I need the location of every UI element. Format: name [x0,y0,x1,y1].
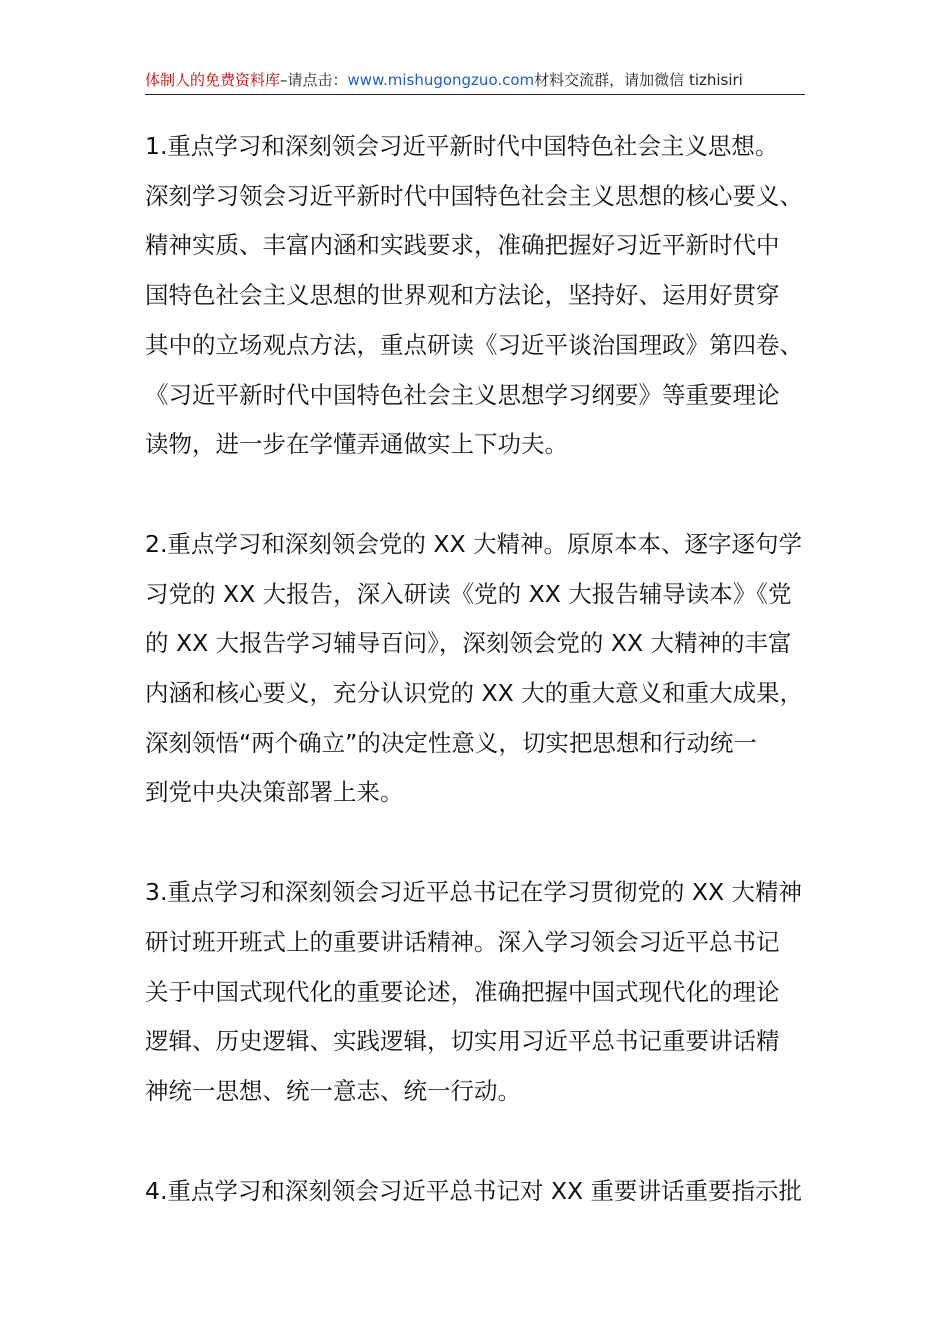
paragraph-4 [145,1167,810,1217]
paragraph-1 [145,122,810,470]
paragraph-line: 关于中国式现代化的重要论述，准确把握中国式现代化的理论 [145,977,780,1006]
paragraph-line: 神统一思想、统一意志、统一行动。 [145,1076,521,1105]
paragraph-line: 研讨班开班式上的重要讲话精神。深入学习领会习近平总书记 [145,927,780,956]
header-website-link[interactable]: www.mishugongzuo.com [347,71,535,89]
paragraph-line: 1.重点学习和深刻领会习近平新时代中国特色社会主义思想。 [145,132,779,160]
paragraph-line: 其中的立场观点方法，重点研读《习近平谈治国理政》第四卷、 [145,330,803,359]
header-wechat-note: 材料交流群，请加微信 tizhisiri [534,71,743,89]
paragraph-line: 习党的 XX 大报告，深入研读《党的 XX 大报告辅导读本》《党 [145,579,792,608]
header-prompt: –请点击： [280,71,348,89]
paragraph-line: 《习近平新时代中国特色社会主义思想学习纲要》等重要理论 [145,380,780,409]
paragraph-3 [145,868,810,1117]
paragraph-line: 4.重点学习和深刻领会习近平总书记对 XX 重要讲话重要指示批 [145,1176,803,1205]
paragraph-line: 3.重点学习和深刻领会习近平总书记在学习贯彻党的 XX 大精神 [145,878,803,907]
document-body [145,122,810,1266]
page-header [145,68,805,95]
paragraph-line: 2.重点学习和深刻领会党的 XX 大精神。原原本本、逐字逐句学 [145,529,803,558]
paragraph-line: 精神实质、丰富内涵和实践要求，准确把握好习近平新时代中 [145,231,780,260]
paragraph-line: 读物，进一步在学懂弄通做实上下功夫。 [145,430,568,459]
paragraph-line: 逻辑、历史逻辑、实践逻辑，切实用习近平总书记重要讲话精 [145,1027,780,1056]
paragraph-line: 到党中央决策部署上来。 [145,778,404,807]
paragraph-line: 深刻领悟“两个确立”的决定性意义，切实把思想和行动统一 [145,728,757,757]
paragraph-line: 国特色社会主义思想的世界观和方法论，坚持好、运用好贯穿 [145,281,780,310]
paragraph-2 [145,520,810,818]
header-brand: 体制人的免费资料库 [145,71,281,89]
paragraph-line: 的 XX 大报告学习辅导百问》，深刻领会党的 XX 大精神的丰富 [145,629,792,658]
paragraph-line: 内涵和核心要义，充分认识党的 XX 大的重大意义和重大成果， [145,679,804,708]
paragraph-line: 深刻学习领会习近平新时代中国特色社会主义思想的核心要义、 [145,181,803,210]
